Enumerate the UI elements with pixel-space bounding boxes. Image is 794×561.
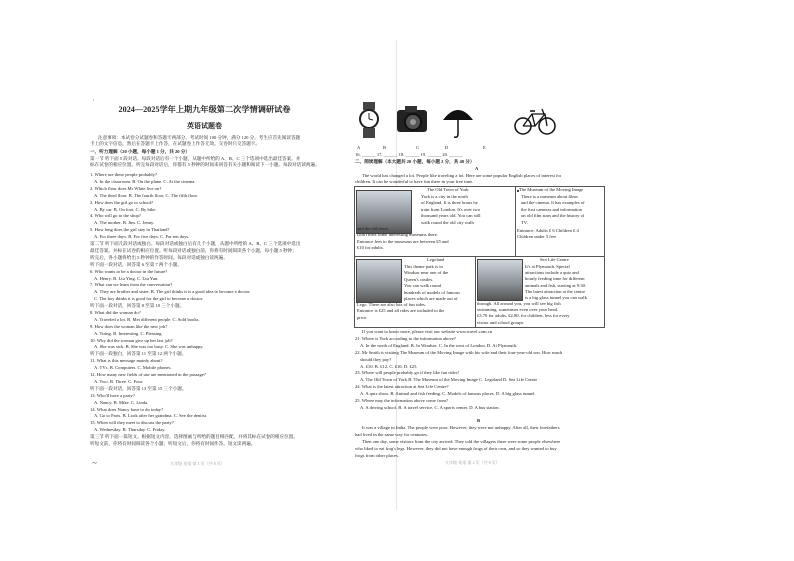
- answer-options: A. For three days. B. For five days. C. For ten days.: [94, 234, 190, 239]
- passage-line: frogs from other places.: [355, 453, 399, 458]
- answer-options: A. The third floor. B. The fourth floor. C. The fifth floor.: [94, 193, 198, 198]
- answer-options: A. By car. B. On foot. C. By bike.: [94, 207, 157, 212]
- listening-instruction: 第三节 听下面一篇短文。根据短文内容，选择图画与所给的题目相匹配，并将其标在试卷的相应位置。: [90, 434, 298, 439]
- museum-line: the first cameras and information: [521, 207, 582, 212]
- bicycle-icon: [515, 109, 555, 134]
- answer-blanks: 16. ______ 17. ______ 18. ______ 19. ______ 20. ______: [355, 152, 463, 157]
- question-line: 9. How does the woman like the new job?: [90, 324, 168, 329]
- museum-line: and the cinema. It has examples of: [521, 200, 585, 205]
- question-line: 21. Where is York according to the information above?: [355, 336, 456, 341]
- legoland-line: price.: [357, 315, 368, 320]
- picture-letter: D: [445, 145, 449, 150]
- legoland-line: You can walk round: [404, 283, 441, 288]
- passage-line: who liked to eat frog's legs. However, they did not have enough frogs of their own, and so they wanted to buy: [355, 446, 557, 451]
- sealife-title: Sea Life Centre: [540, 257, 569, 262]
- section-heading: 二、阅读理解（本大题共 20 小题，每小题 2 分，共 40 分）: [355, 159, 475, 164]
- picture-letter: A: [357, 145, 361, 150]
- picture-letter: B: [383, 145, 387, 150]
- answer-options: A. They are brother and sister. B. The girl thinks it is a good idea to become a doctor.: [94, 289, 251, 294]
- listening-instruction: 听下面一段对话，回答第 6 至第 7 两个小题。: [90, 262, 182, 267]
- right-page: [355, 0, 794, 561]
- question-line: 2. Which floor does Mr White live on?: [90, 186, 162, 191]
- york-line: York is a city in the north: [421, 194, 468, 199]
- passage-letter: A: [475, 166, 479, 171]
- listening-instruction: 听完后，各小题将给出 5 秒钟的作答时间。每段对话或独白读两遍。: [90, 255, 228, 260]
- legoland-line: places which are made out of: [404, 296, 458, 301]
- question-line: 11. What is this message mainly about?: [90, 358, 163, 363]
- notes-line: 卡上的文字信息，然后在答题卡上作答，在试题卷上作答无效。交卷时只交答题卡。: [90, 141, 260, 146]
- answer-options: A. The mother. B. Jim. C. Jenny.: [94, 220, 155, 225]
- website-line: If you want to know more, please visit our website www.travel.com.cn: [362, 329, 493, 334]
- passage-line: It was a village in India. The people were poor. However, they were not unhappy. After all, their forefathers: [362, 425, 560, 430]
- question-line: 23. Where will people probably go if they like fun rides?: [355, 370, 460, 375]
- answer-options: A. Tiring. B. Interesting. C. Pleasing.: [94, 331, 163, 336]
- sealife-line: The latest attraction at the centre: [525, 289, 586, 294]
- question-line: 12. How many new fields of use are mentioned in the passage?: [90, 372, 206, 377]
- passage-letter: B: [477, 418, 481, 423]
- question-line: 14. What does Nancy have to do today?: [90, 407, 164, 412]
- answer-options: should they pay?: [360, 357, 392, 362]
- notes-line: 注意事项：本试卷分试题卷和答题卡两部分。考试时间 100 分钟，满分 120 分。考生应首先阅读答题: [98, 135, 301, 140]
- exam-title: 2024—2025学年上期九年级第二次学情调研试卷: [118, 105, 291, 114]
- passage-line: had lived in the same way for centuries.: [355, 432, 429, 437]
- york-title: The Old Town of York: [427, 187, 469, 192]
- sealife-line: swimming, sometimes even over your head.: [477, 307, 559, 312]
- sealife-photo: [477, 259, 523, 301]
- york-line: of England. It is three hours by: [421, 200, 479, 205]
- sealife-line: attractions include a quiz and: [525, 270, 579, 275]
- museum-line: TV.: [521, 220, 528, 225]
- sealife-line: £3.70 for adults, £2.80, for children, less for every: [477, 313, 570, 318]
- question-line: 13. Who'll have a party?: [90, 393, 135, 398]
- passage-line: Then one day, some visitors from the city arrived. They told the villagers there were some people elsewhere: [362, 439, 561, 444]
- answer-options: A. Go to Paris. B. Look after her grandma. C. See the dentist.: [94, 413, 208, 418]
- answer-options: A. Traveled a lot. B. Met different people. C. Sold books.: [94, 317, 200, 322]
- question-line: 22. Mr Smith is visiting The Museum of the Moving Image with his wife and their four-year-old son. How much: [355, 350, 563, 355]
- sealife-line: is a big glass tunnel you can walk: [525, 295, 587, 300]
- intro-line: children. It can be wonderful to have fun there in your free time.: [355, 179, 474, 184]
- listening-instruction: 听短文前，你将有时间阅读各个小题；听短文后，你将有时间作答。短文读两遍。: [90, 441, 256, 446]
- item-pictures: [355, 100, 595, 142]
- question-line: 8. What did the woman do?: [90, 310, 141, 315]
- sealife-line: hourly feeding time for different: [525, 276, 585, 281]
- question-line: 1. Where are these people probably?: [90, 172, 158, 177]
- corner-mark: ˙: [92, 98, 95, 107]
- listening-instruction: 听下面一段对话，回答第 8 至第 10 三个小题。: [90, 303, 185, 308]
- question-line: 6. Who wants to be a doctor in the future?: [90, 269, 168, 274]
- answer-options: A. £10. B. £12. C. £16. D. £25.: [360, 364, 418, 369]
- sealife-line: It's at Plymouth. Special: [525, 264, 570, 269]
- legoland-line: Windsor near one of the: [404, 270, 449, 275]
- picture-letter: E: [483, 145, 486, 150]
- answer-options: A. In the north of England. B. In Windsor. C. In the west of London. D. At Plymouth.: [360, 343, 518, 348]
- watch-icon: [360, 102, 378, 138]
- york-line: and the old town.: [357, 226, 389, 231]
- answer-options: C. The boy thinks it is good for the girl to become a doctor.: [94, 296, 204, 301]
- question-line: 25. Where may the information above come from?: [355, 398, 449, 403]
- sealife-line: visitor and school groups.: [477, 320, 525, 325]
- answer-options: A. In the classroom. B. On the plane. C. At the cinema.: [94, 179, 196, 184]
- exam-subtitle: 英语试题卷: [187, 122, 222, 130]
- listening-instruction: 第二节 听下面几段对话或独白。每段对话或独白后有几个小题，从题中所给的 A、B、C 三个选项中选出: [90, 241, 301, 246]
- york-line: walk round the old city walls: [421, 220, 475, 225]
- york-line: train from London. It's over two: [421, 207, 481, 212]
- york-line: Entrance fees to the museums are between £5 and: [357, 239, 449, 244]
- section-heading: 一、听力理解（20 小题，每小题 1 分，共 20 分）: [90, 149, 190, 154]
- umbrella-icon: [443, 110, 473, 137]
- answer-options: A. She was sick. B. She was too busy. C. She was unhappy.: [94, 344, 204, 349]
- question-line: 5. How long does the girl stay in Thailand?: [90, 227, 170, 232]
- legoland-line: hundreds of models of famous: [404, 290, 460, 295]
- page-footer: 九年级·英语·第 2 页（共 8 页）: [445, 460, 500, 465]
- answer-options: A. Henry. B. Liu Ying. C. Liu Yun.: [94, 276, 159, 281]
- answer-options: A. A driving school. B. A travel service. C. A sports center. D. A bus station.: [360, 405, 500, 410]
- question-line: 7. What can we learn from the conversation?: [90, 282, 173, 287]
- legoland-title: Legoland: [427, 257, 445, 262]
- answer-options: A. Wednesday. B. Thursday. C. Friday.: [94, 427, 166, 432]
- museum-line: There is a museum about films: [521, 194, 578, 199]
- answer-options: A. TVs. B. Computers. C. Mobile phones.: [94, 365, 172, 370]
- answer-options: A. Nancy. B. Mike. C. Linda.: [94, 400, 149, 405]
- question-line: 4. Who will go to the shop?: [90, 213, 141, 218]
- legoland-line: Lego. There are also lots of fun rides.: [357, 302, 426, 307]
- question-line: 10. Why did the woman give up her last job?: [90, 338, 173, 343]
- part-instruction: 标在试卷的相应位置。听完每段对话后，你都有 5 秒钟的时间来回答有关小题和阅读下一小题。每段对话读两遍。: [90, 162, 320, 167]
- intro-line: The world has changed a lot. People like traveling a lot. Here are some popular English places of interest for: [362, 173, 562, 178]
- legoland-line: Queen's castles.: [404, 277, 434, 282]
- part-instruction: 第一节 听下面 5 段对话。每段对话后有一个小题，从题中所给的 A、B、C 三个选项中选出最佳答案。并: [90, 156, 301, 161]
- listening-instruction: 听下面一段对话，回答第 13 至第 15 三个小题。: [90, 386, 187, 391]
- answer-options: A. Two. B. Three. C. Four.: [94, 379, 144, 384]
- york-line: thousand years old. You can still: [421, 213, 481, 218]
- museum-line: Children under 5 free: [517, 234, 557, 239]
- question-line: 最佳答案。并标在试卷的相应位置。听每段对话或独白前，你将有时间阅读各个小题，每小题 5 秒钟；: [90, 248, 297, 253]
- legoland-line: Entrance is £25 and all rides are included in the: [357, 308, 445, 313]
- museum-line: on old film stars and the history of: [521, 213, 585, 218]
- page-footer: 九年级·英语·第 1 页（共 8 页）: [170, 461, 225, 466]
- sealife-line: through. All around you, you will see big fish: [477, 301, 561, 306]
- legoland-line: This theme park is in: [404, 264, 443, 269]
- york-line: £10 for adults.: [357, 245, 384, 250]
- museum-title: The Museum of the Moving Image: [519, 187, 584, 192]
- answer-options: A. The Old Town of York B. The Museum of the Moving Image C. Legoland D. Sea Life Centre: [360, 377, 538, 382]
- answer-options: A. A quiz show. B. Animal and fish feeding. C. Models of famous places. D. A big glass tunnel.: [360, 391, 536, 396]
- sealife-line: animals and fish, starting at 9:30.: [525, 283, 587, 288]
- question-line: 3. How does the girl go to school?: [90, 200, 154, 205]
- legoland-photo: [356, 259, 402, 303]
- museum-line: Entrance: Adults £ 6 Children £ 4: [517, 228, 579, 233]
- question-line: 24. What is the latest attraction at Sea Life Centre?: [355, 384, 449, 389]
- picture-letter: C: [416, 145, 420, 150]
- camera-icon: [397, 106, 427, 132]
- listening-instruction: 听下面一段独白，回答第 11 至第 12 两个小题。: [90, 351, 187, 356]
- question-line: 15. When will they meet to discuss the party?: [90, 420, 174, 425]
- corner-mark: ~: [92, 458, 97, 468]
- york-line: Don't miss some interesting museums there.: [357, 232, 438, 237]
